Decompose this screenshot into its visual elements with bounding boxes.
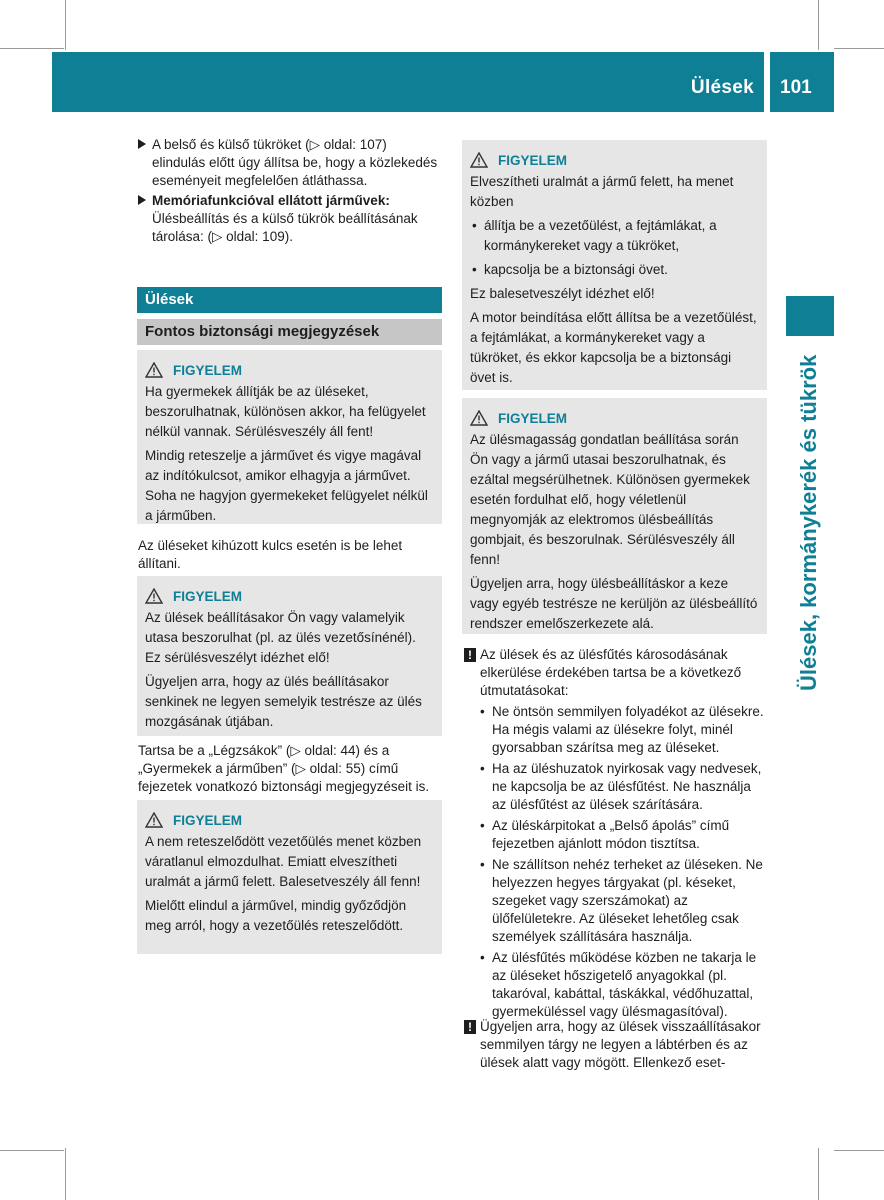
crop-mark <box>0 48 64 49</box>
crop-mark <box>65 0 66 50</box>
crop-mark <box>818 0 819 50</box>
warning-text: Elveszítheti uralmát a jármű felett, ha menet közben <box>470 174 734 209</box>
warning-header <box>145 810 434 832</box>
warning-text: Az ülésmagasság gondatlan beállítása során Ön vagy a jármű utasai beszorulhatnak, és ezáltal megsérülhetnek. Különösen gyermekek esetén fordulhat elő, hogy véletlenül megnyomják az elektromos ülésbeállítás gombjait, és beszorulnak. Sérülésveszély áll fenn! <box>470 432 750 567</box>
crop-mark <box>818 1148 819 1200</box>
warning-label: FIGYELEM <box>173 589 243 604</box>
warning-text: Ügyeljen arra, hogy ülésbeállításkor a keze vagy egyéb testrésze ne kerüljön az ülésbeállító rendszer emelőszerkezete alá. <box>470 576 758 631</box>
warning-text: Ügyeljen arra, hogy az ülés beállításakor senkinek ne legyen semelyik testrésze az ülés mozgásának útjában. <box>145 674 422 729</box>
exclamation-icon: ! <box>464 648 476 662</box>
sub-heading <box>137 319 442 345</box>
bullet-bold: Memóriafunkcióval ellátott járművek: <box>152 193 390 208</box>
warning-text: Ha gyermekek állítják be az üléseket, beszorulhatnak, különösen akkor, ha felügyelet nélkül vannak. Sérülésveszély áll fent! <box>145 384 426 439</box>
paragraph: Az üléseket kihúzott kulcs esetén is be lehet állítani. <box>138 538 403 571</box>
exclamation-icon: ! <box>464 1020 476 1034</box>
warning-box <box>462 398 767 634</box>
list-item <box>138 136 442 190</box>
section-heading-text: Ülések <box>145 291 194 308</box>
warning-header <box>470 408 759 430</box>
list-item: • kapcsolja be a biztonsági övet. <box>470 260 759 280</box>
crop-mark <box>834 1150 884 1151</box>
warning-text: A nem reteszelődött vezetőülés menet közben váratlanul elmozdulhat. Emiatt elveszítheti uralmát a jármű felett. Balesetveszély áll fenn! <box>145 834 422 889</box>
warning-triangle-icon <box>145 588 163 604</box>
warning-box <box>137 800 442 954</box>
sub-heading-text: Fontos biztonsági megjegyzések <box>145 323 380 340</box>
chapter-tab <box>786 296 834 336</box>
list-item: • Ha az üléshuzatok nyirkosak vagy nedvesek, ne kapcsolja be az ülésfűtést. Ne használja az ülésfűtést az ülések szárítására. <box>464 760 768 814</box>
warning-header <box>145 586 434 608</box>
page-header <box>52 52 764 112</box>
warning-header <box>145 360 434 382</box>
intro-bullets <box>138 136 442 248</box>
warning-box <box>462 140 767 390</box>
chapter-label-text: Ülések, kormánykerék és tükrök <box>796 354 821 691</box>
crop-mark <box>65 1148 66 1200</box>
crop-mark <box>834 48 884 49</box>
section-heading <box>137 287 442 313</box>
warning-box <box>137 350 442 524</box>
list-item: • Az ülésfűtés működése közben ne takarja le az üléseket hőszigetelő anyagokkal (pl. takaróval, kabáttal, táskákkal, védőhuzattal, gyermeküléssel vagy ülésmagasítóval). <box>464 949 768 1021</box>
list-item: • Ne szállítson nehéz terheket az üléseken. Ne helyezzen hegyes tárgyakat (pl. késeket, szegeket vagy szerszámokat) az ülőfelületekre. Az üléseket lehetőleg csak személyek szállítására használja. <box>464 856 768 946</box>
chapter-label <box>786 336 834 696</box>
crop-mark <box>0 1150 64 1151</box>
warning-triangle-icon <box>470 152 488 168</box>
bullet-text: A belső és külső tükröket (▷ oldal: 107) elindulás előtt úgy állítsa be, hogy a közlekedés eseményeit megfelelően átláthassa. <box>152 137 438 188</box>
warning-text: Ez balesetveszélyt idézhet elő! <box>470 286 655 301</box>
warning-text: Mielőtt elindul a járművel, mindig győződjön meg arról, hogy a vezetőülés reteszelődött. <box>145 898 407 933</box>
list-item: • Az üléskárpitokat a „Belső ápolás” című fejezetben ajánlott módon tisztítsa. <box>464 817 768 853</box>
page-number-box <box>770 52 834 112</box>
caution-note <box>464 1018 768 1072</box>
triangle-bullet-icon <box>138 139 146 149</box>
warning-text: Az ülések beállításakor Ön vagy valamelyik utasa beszorulhat (pl. az ülés vezetősínénél). Ez sérülésveszélyt idézhet elő! <box>145 610 416 665</box>
warning-label: FIGYELEM <box>498 411 568 426</box>
note-text: Az ülések és az ülésfűtés károsodásának elkerülése érdekében tartsa be a következő útmutatásokat: <box>480 647 742 698</box>
page-number: 101 <box>780 77 812 98</box>
list-item: • állítja be a vezetőülést, a fejtámlákat, a kormánykereket vagy a tükröket, <box>470 216 759 256</box>
warning-box <box>137 576 442 736</box>
paragraph: Tartsa be a „Légzsákok” (▷ oldal: 44) és a „Gyermekek a járműben” (▷ oldal: 55) című fejezetek vonatkozó biztonsági megjegyzéseit is. <box>138 743 430 794</box>
warning-text: A motor beindítása előtt állítsa be a vezetőülést, a fejtámlákat, a kormánykereket vagy a tükröket, és ekkor kapcsolja be a biztonsági övet is. <box>470 310 757 385</box>
warning-triangle-icon <box>145 812 163 828</box>
warning-label: FIGYELEM <box>173 363 243 378</box>
warning-text: Mindig reteszelje a járművet és vigye magával az indítókulcsot, amikor elhagyja a járművet. Soha ne hagyjon gyermekeket felügyelet nélkül a járműben. <box>145 448 428 523</box>
section-title: Ülések <box>690 77 754 98</box>
caution-note <box>464 646 768 1021</box>
bullet-text: Ülésbeállítás és a külső tükrök beállításának tárolása: (▷ oldal: 109). <box>152 211 418 244</box>
note-text: Ügyeljen arra, hogy az ülések visszaállításakor semmilyen tárgy ne legyen a lábtérben és az ülések alatt vagy mögött. Ellenkező eset- <box>480 1019 761 1070</box>
warning-triangle-icon <box>145 362 163 378</box>
warning-label: FIGYELEM <box>173 813 243 828</box>
warning-label: FIGYELEM <box>498 153 568 168</box>
warning-triangle-icon <box>470 410 488 426</box>
list-item: • Ne öntsön semmilyen folyadékot az ülésekre. Ha mégis valami az ülésekre folyt, minél gyorsabban szárítsa meg az üléseket. <box>464 703 768 757</box>
list-item <box>138 192 442 246</box>
warning-header <box>470 150 759 172</box>
triangle-bullet-icon <box>138 195 146 205</box>
